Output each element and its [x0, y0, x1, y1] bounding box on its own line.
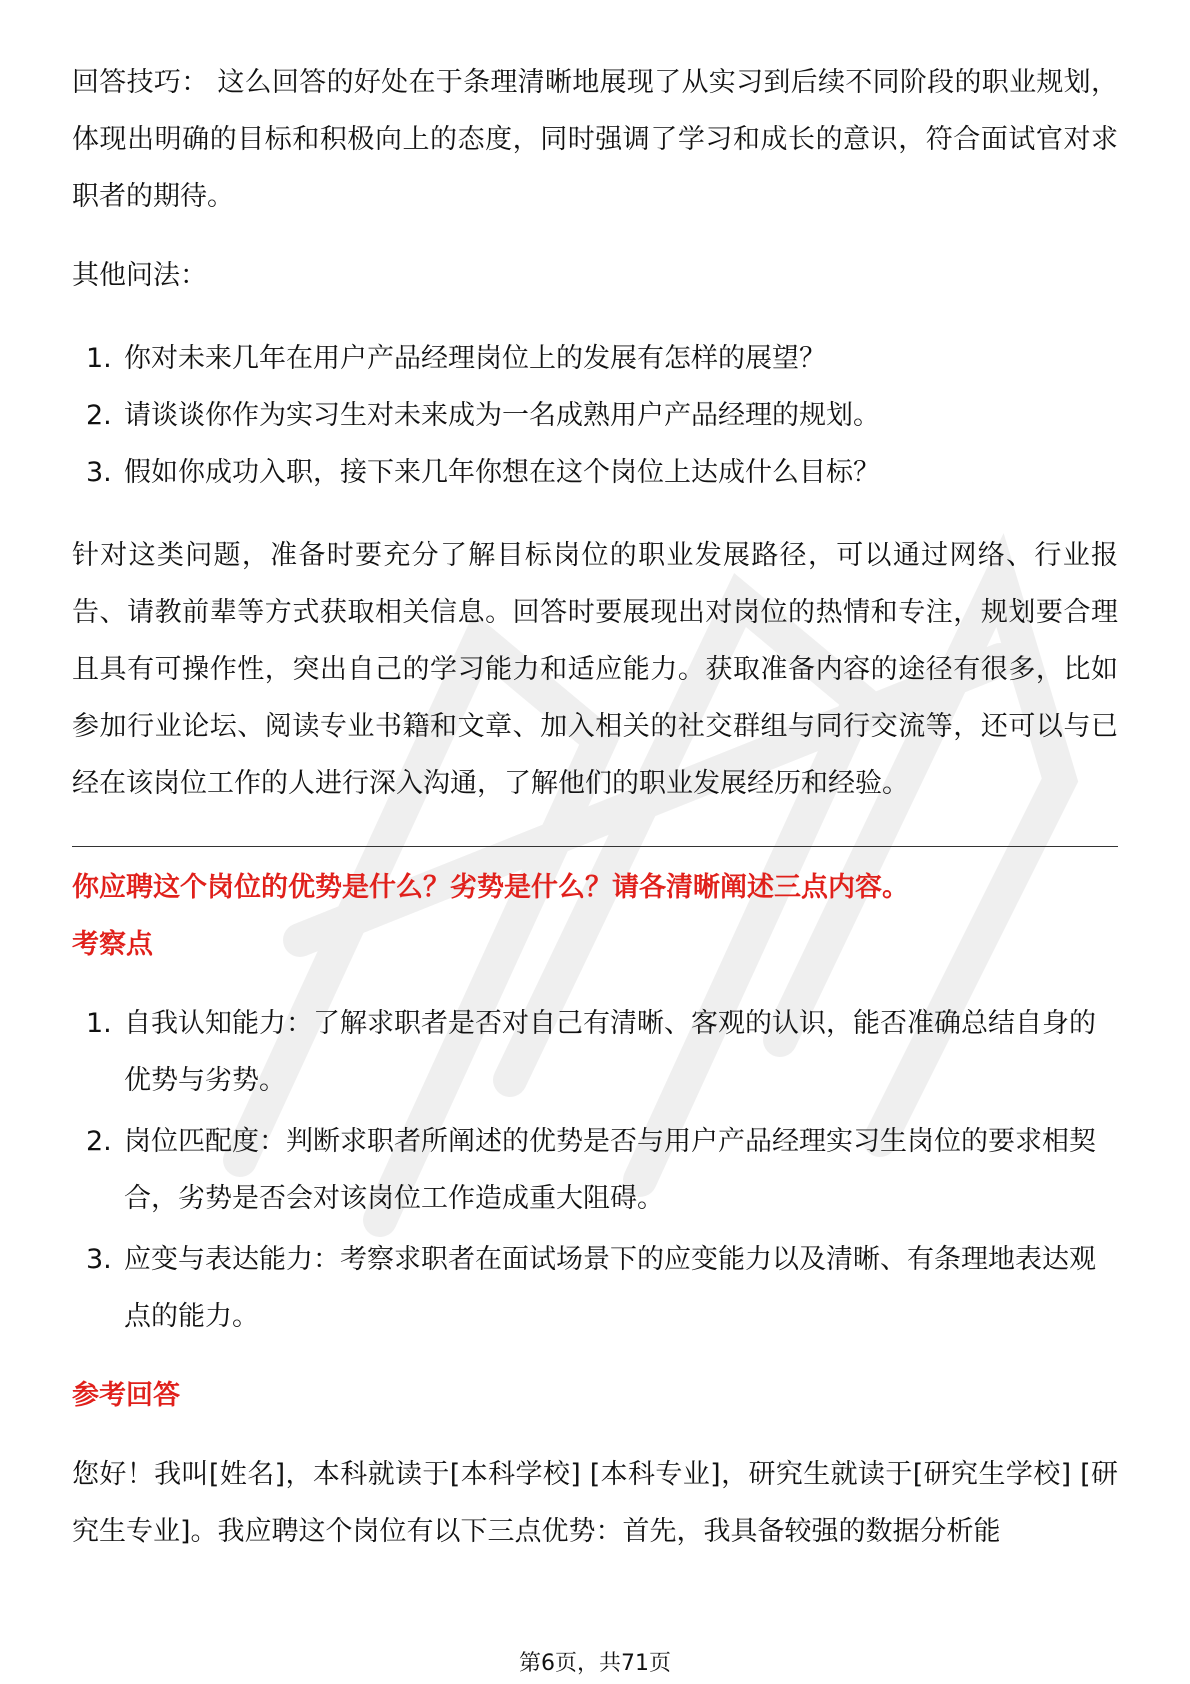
section-divider: [72, 846, 1118, 847]
list-item: [72, 330, 1118, 387]
list-number: 1.: [86, 1008, 112, 1039]
list-item: [72, 1231, 1118, 1345]
focus-points-heading: 考察点: [72, 929, 153, 960]
reference-answer-paragraph: 您好！我叫[姓名]，本科就读于[本科学校] [本科专业]，研究生就读于[研究生学校] [研究生专业]。我应聘这个岗位有以下三点优势：首先，我具备较强的数据分析能: [72, 1459, 1118, 1547]
preparation-advice-paragraph: 针对这类问题，准备时要充分了解目标岗位的职业发展路径，可以通过网络、行业报告、请教前辈等方式获取相关信息。回答时要展现出对岗位的热情和专注，规划要合理且具有可操作性，突出自己的学习能力和适应能力。获取准备内容的途径有很多，比如参加行业论坛、阅读专业书籍和文章、加入相关的社交群组与同行交流等，还可以与已经在该岗位工作的人进行深入沟通，了解他们的职业发展经历和经验。: [72, 540, 1118, 799]
list-number: 3.: [86, 1244, 112, 1275]
reference-answer-heading: 参考回答: [72, 1380, 180, 1411]
answer-tip-paragraph: 回答技巧： 这么回答的好处在于条理清晰地展现了从实习到后续不同阶段的职业规划，体现出明确的目标和积极向上的态度，同时强调了学习和成长的意识，符合面试官对求职者的期待。: [72, 67, 1118, 212]
list-item-text: 应变与表达能力：考察求职者在面试场景下的应变能力以及清晰、有条理地表达观点的能力。: [124, 1244, 1096, 1332]
list-item-text: 岗位匹配度：判断求职者所阐述的优势是否与用户产品经理实习生岗位的要求相契合，劣势是否会对该岗位工作造成重大阻碍。: [124, 1126, 1096, 1214]
list-item-text: 请谈谈你作为实习生对未来成为一名成熟用户产品经理的规划。: [124, 400, 880, 431]
list-number: 2.: [86, 1126, 112, 1157]
list-item: [72, 387, 1118, 444]
list-number: 2.: [86, 400, 112, 431]
list-item: [72, 995, 1118, 1109]
list-number: 1.: [86, 343, 112, 374]
list-item: [72, 444, 1118, 501]
list-item-text: 假如你成功入职，接下来几年你想在这个岗位上达成什么目标？: [124, 457, 880, 488]
list-item-text: 自我认知能力：了解求职者是否对自己有清晰、客观的认识，能否准确总结自身的优势与劣势。: [124, 1008, 1096, 1096]
other-ways-label: 其他问法：: [72, 260, 207, 291]
list-number: 3.: [86, 457, 112, 488]
focus-points-list: [72, 995, 1118, 1345]
page-indicator: 第6页，共71页: [519, 1651, 671, 1676]
list-item-text: 你对未来几年在用户产品经理岗位上的发展有怎样的展望？: [124, 343, 826, 374]
document-page: [72, 54, 1118, 1560]
other-ways-list: [72, 330, 1118, 501]
list-item: [72, 1113, 1118, 1227]
question-title: 你应聘这个岗位的优势是什么？劣势是什么？请各清晰阐述三点内容。: [72, 872, 909, 903]
